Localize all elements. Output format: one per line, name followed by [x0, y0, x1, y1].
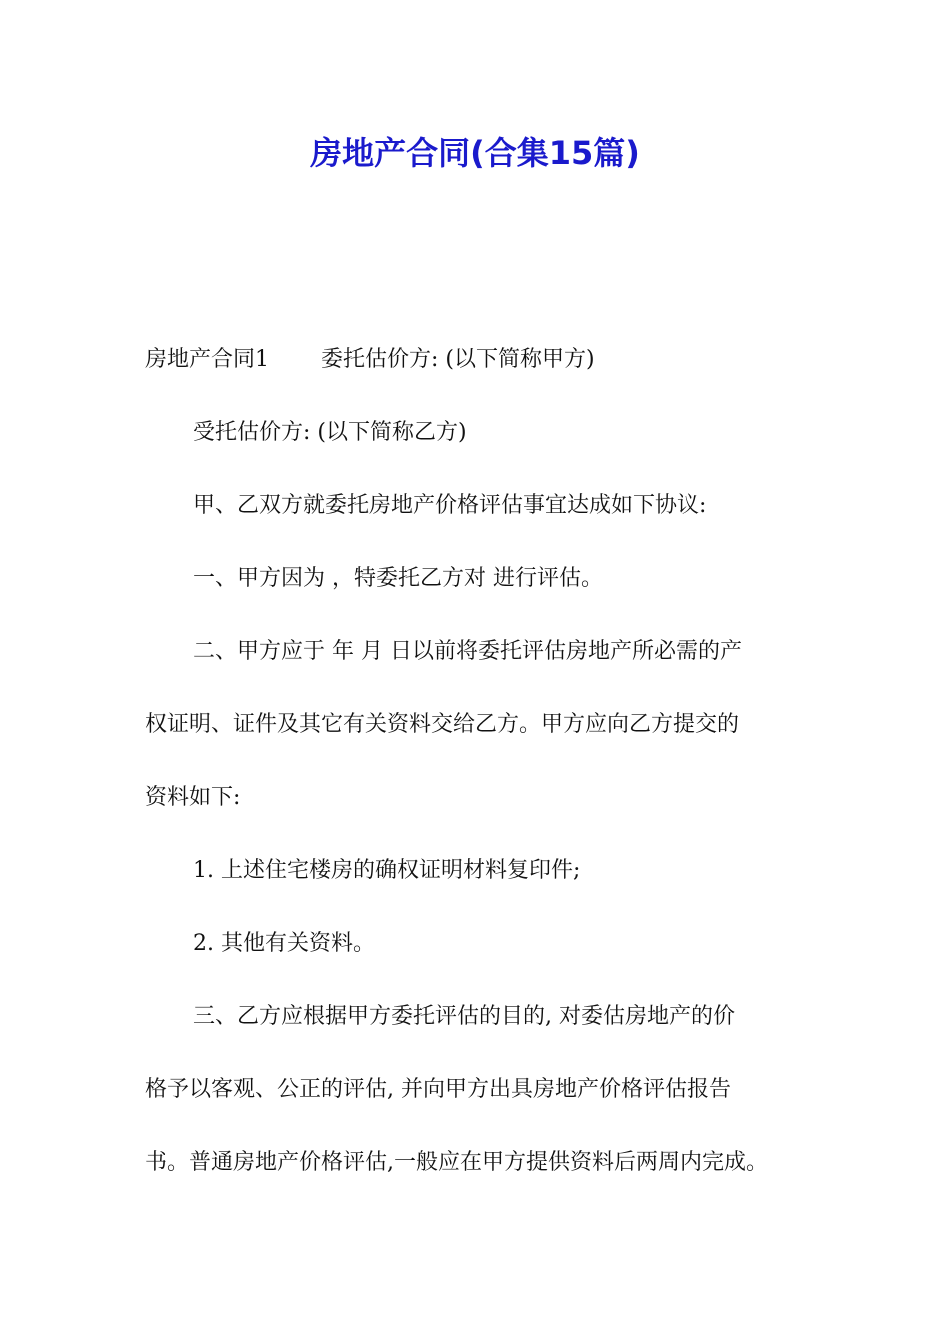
clause-3-line-1: 三、乙方应根据甲方委托评估的目的, 对委估房地产的价	[193, 1004, 735, 1029]
clause-2-line-1: 二、甲方应于 年 月 日以前将委托评估房地产所必需的产	[193, 639, 742, 664]
document-body	[145, 336, 810, 1212]
agreement-line: 甲、乙双方就委托房地产价格评估事宜达成如下协议:	[193, 493, 707, 518]
client-line: 委托估价方: (以下简称甲方)	[321, 347, 595, 372]
contract-heading-line	[145, 336, 810, 384]
list-item-2: 2. 其他有关资料。	[193, 931, 375, 956]
clause-2-line-2: 权证明、证件及其它有关资料交给乙方。甲方应向乙方提交的	[145, 712, 740, 737]
clause-3-line-3: 书。普通房地产价格评估,一般应在甲方提供资料后两周内完成。	[145, 1150, 768, 1175]
document-title: 房地产合同(合集15篇)	[310, 134, 640, 172]
clause-1: 一、甲方因为 ，特委托乙方对 进行评估。	[193, 566, 603, 591]
list-item-1: 1. 上述住宅楼房的确权证明材料复印件;	[193, 858, 581, 883]
clause-3-line-2: 格予以客观、公正的评估, 并向甲方出具房地产价格评估报告	[145, 1077, 731, 1102]
clause-2-line-3: 资料如下:	[145, 785, 241, 810]
contract-label: 房地产合同1	[145, 347, 269, 372]
agent-line: 受托估价方: (以下简称乙方)	[193, 420, 467, 445]
